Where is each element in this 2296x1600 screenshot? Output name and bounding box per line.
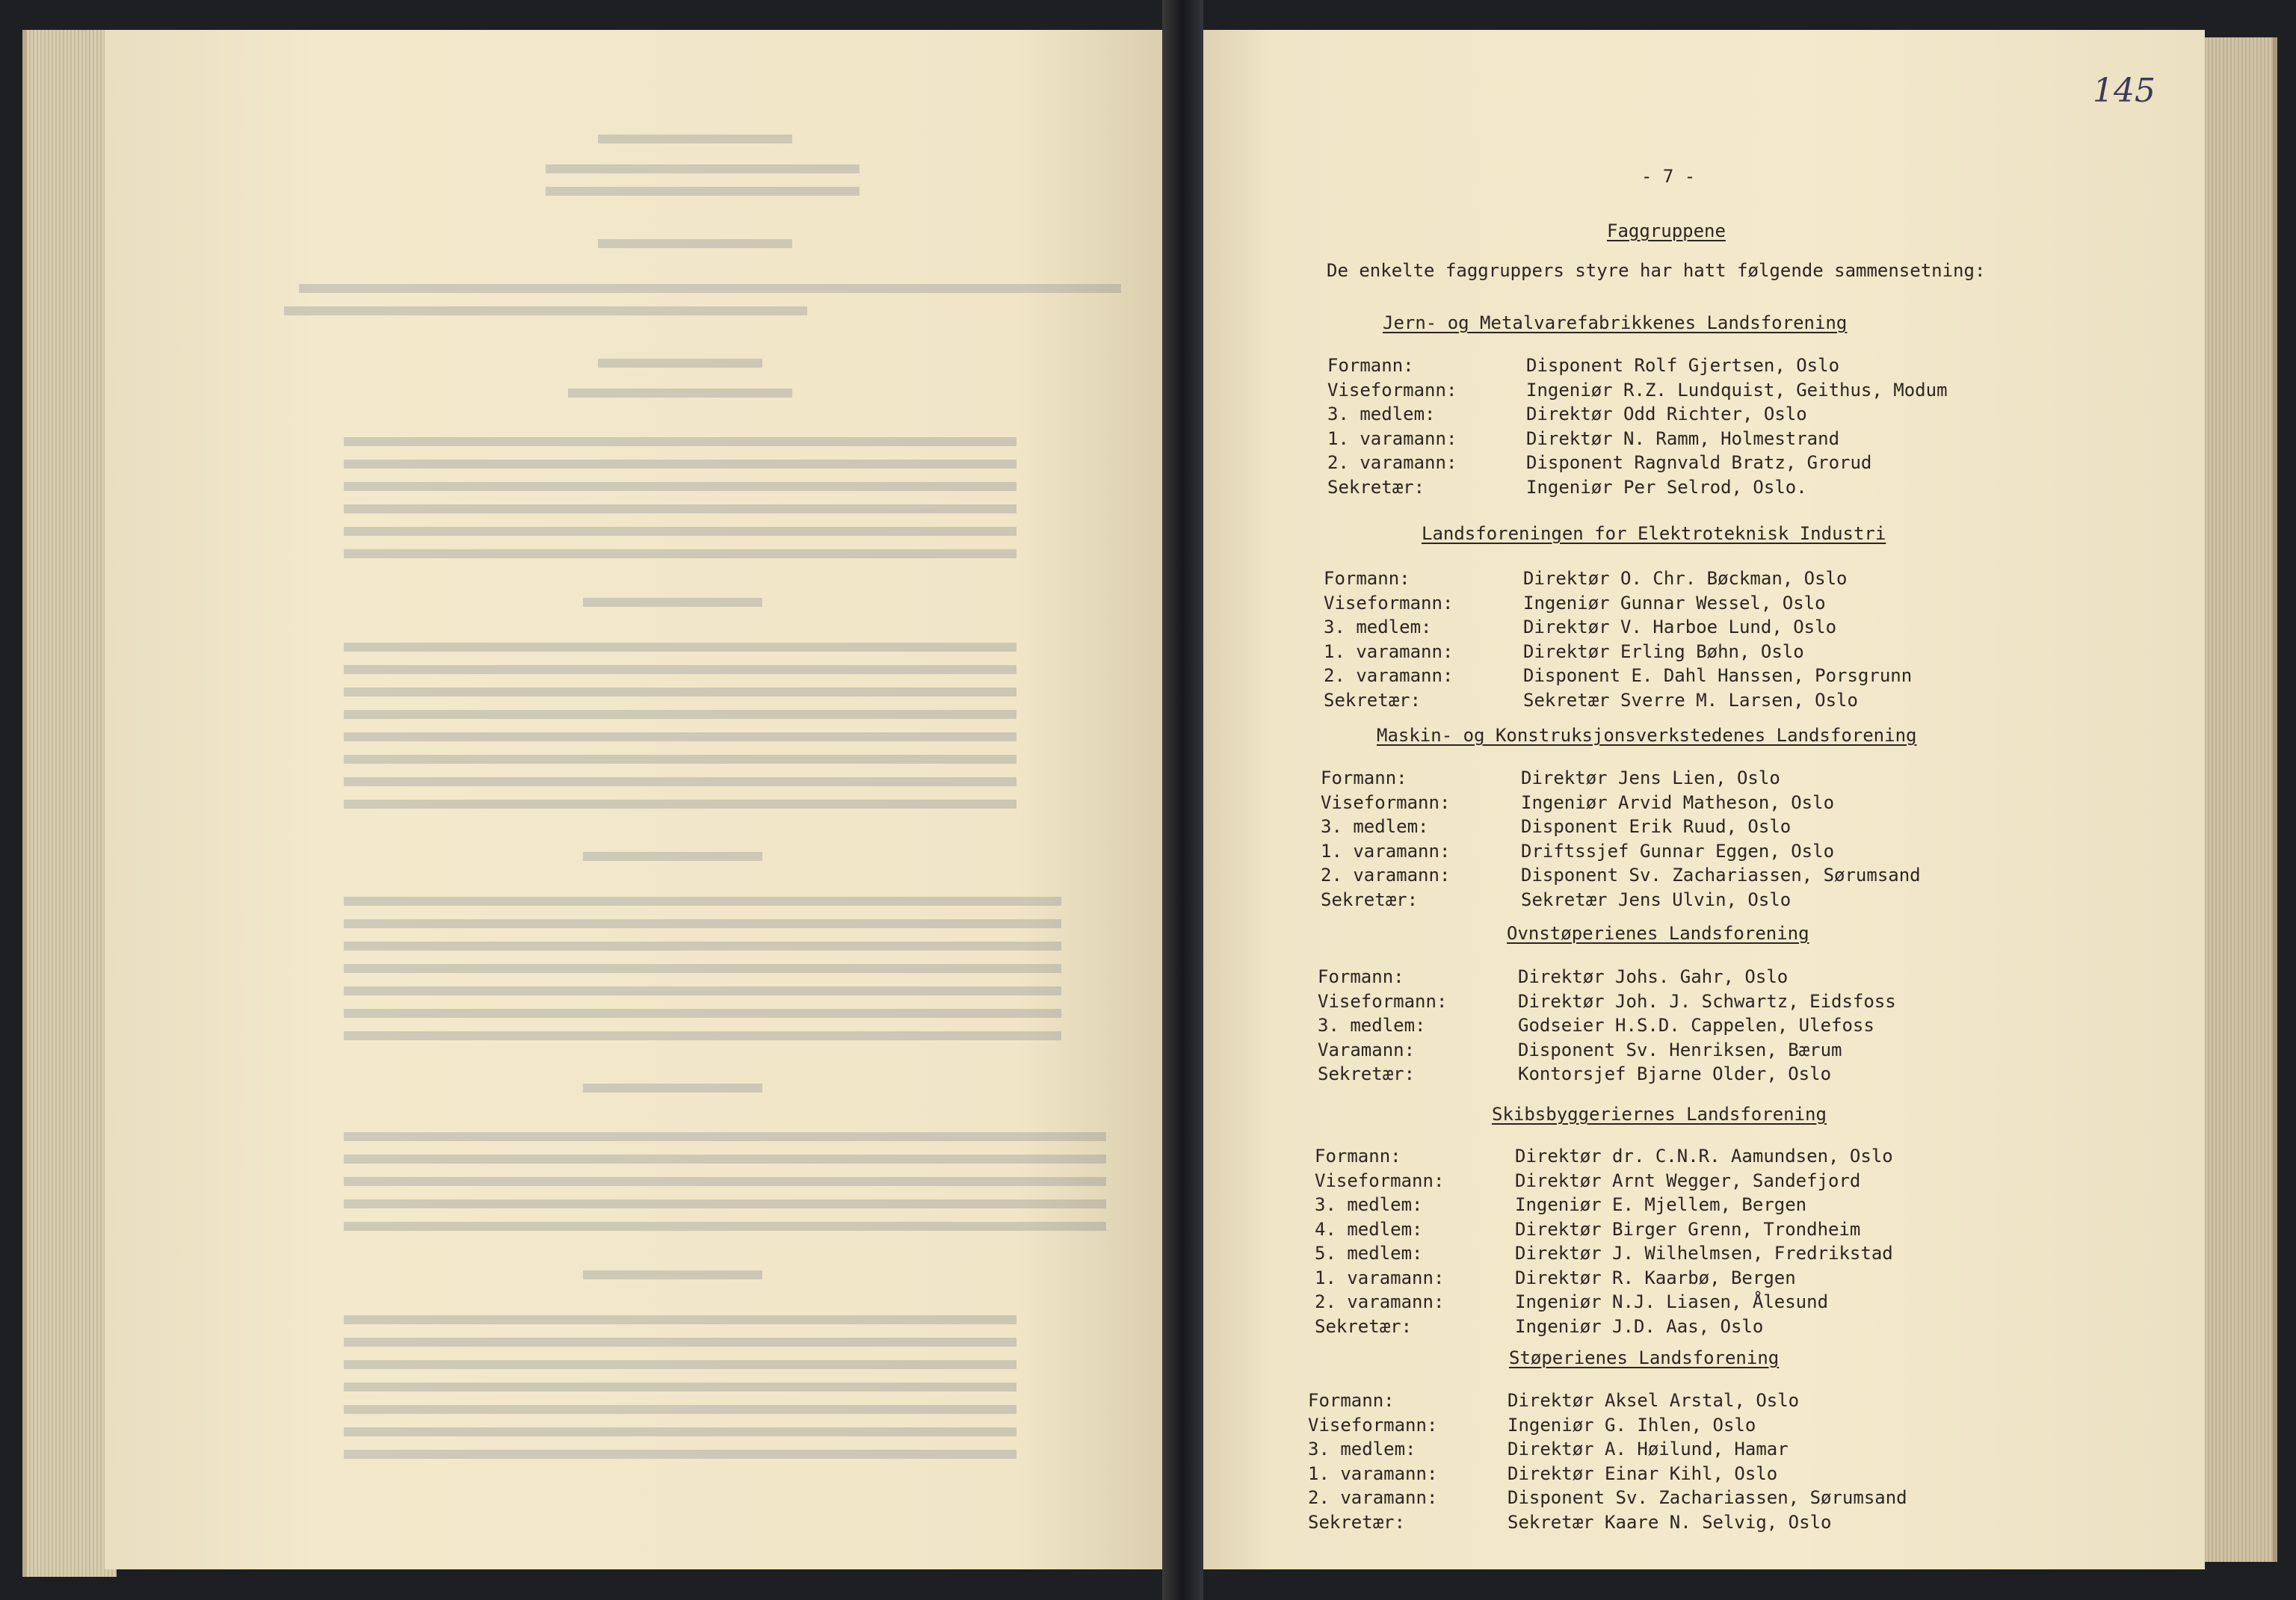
role-label: Viseformann: (1308, 1414, 1438, 1436)
member-name: Disponent Erik Ruud, Oslo (1521, 816, 1792, 837)
typed-page-number: - 7 - (1641, 166, 1696, 187)
member-name: Direktør Joh. J. Schwartz, Eidsfoss (1518, 990, 1896, 1012)
member-name: Direktør dr. C.N.R. Aamundsen, Oslo (1515, 1146, 1893, 1167)
role-label: Viseformann: (1318, 990, 1448, 1012)
role-label: Viseformann: (1327, 379, 1457, 401)
role-label: 3. medlem: (1315, 1194, 1423, 1215)
member-name: Sekretær Kaare N. Selvig, Oslo (1507, 1511, 1832, 1533)
role-label: 2. varamann: (1327, 452, 1457, 473)
member-name: Ingeniør N.J. Liasen, Ålesund (1515, 1291, 1829, 1312)
role-label: 1. varamann: (1315, 1267, 1445, 1288)
role-label: 3. medlem: (1308, 1439, 1416, 1460)
role-label: 4. medlem: (1315, 1218, 1423, 1240)
role-label: Formann: (1321, 767, 1407, 788)
member-name: Ingeniør E. Mjellem, Bergen (1515, 1194, 1807, 1215)
role-label: 1. varamann: (1308, 1462, 1438, 1484)
role-label: 1. varamann: (1327, 427, 1457, 449)
member-name: Direktør J. Wilhelmsen, Fredrikstad (1515, 1243, 1893, 1264)
role-label: 1. varamann: (1324, 640, 1454, 662)
intro-text: De enkelte faggruppers styre har hatt følgende sammensetning: (1327, 260, 1986, 281)
role-label: Sekretær: (1308, 1511, 1406, 1533)
role-label: 3. medlem: (1318, 1015, 1426, 1036)
role-label: Sekretær: (1324, 689, 1422, 711)
member-name: Direktør V. Harboe Lund, Oslo (1523, 617, 1837, 637)
member-name: Direktør O. Chr. Bøckman, Oslo (1523, 568, 1848, 589)
group-heading: Jern- og Metalvarefabrikkenes Landsforening (1383, 312, 1848, 333)
member-name: Disponent Rolf Gjertsen, Oslo (1526, 355, 1840, 376)
role-label: 2. varamann: (1324, 665, 1454, 686)
role-label: Viseformann: (1321, 791, 1451, 813)
member-name: Ingeniør Arvid Matheson, Oslo (1521, 791, 1835, 813)
group-heading: Støperienes Landsforening (1509, 1347, 1780, 1368)
role-label: 3. medlem: (1327, 404, 1436, 424)
group-heading: Landsforeningen for Elektroteknisk Industri (1422, 523, 1886, 544)
bleed-through (105, 30, 1181, 1569)
role-label: 1. varamann: (1321, 840, 1451, 862)
member-name: Disponent Sv. Zachariassen, Sørumsand (1507, 1487, 1907, 1508)
role-label: Formann: (1308, 1390, 1395, 1411)
left-page (105, 30, 1181, 1569)
member-name: Direktør Odd Richter, Oslo (1526, 404, 1807, 424)
member-name: Disponent Ragnvald Bratz, Grorud (1526, 452, 1872, 473)
handwritten-page-number: 145 (2093, 72, 2155, 110)
book-gutter (1162, 0, 1203, 1600)
role-label: Varamann: (1318, 1039, 1416, 1060)
role-label: Sekretær: (1315, 1315, 1413, 1337)
role-label: Formann: (1324, 568, 1410, 589)
member-name: Disponent Sv. Henriksen, Bærum (1518, 1039, 1842, 1060)
role-label: Formann: (1327, 355, 1414, 376)
role-label: 2. varamann: (1315, 1291, 1445, 1312)
group-heading: Skibsbyggeriernes Landsforening (1492, 1104, 1827, 1125)
member-name: Direktør Arnt Wegger, Sandefjord (1515, 1170, 1861, 1191)
role-label: Viseformann: (1315, 1170, 1445, 1191)
role-label: 2. varamann: (1321, 865, 1451, 886)
member-name: Ingeniør J.D. Aas, Oslo (1515, 1315, 1764, 1337)
member-name: Driftssjef Gunnar Eggen, Oslo (1521, 840, 1835, 862)
role-label: 3. medlem: (1324, 617, 1432, 637)
role-label: 5. medlem: (1315, 1243, 1423, 1264)
role-label: 3. medlem: (1321, 816, 1429, 837)
member-name: Sekretær Jens Ulvin, Oslo (1521, 889, 1792, 910)
role-label: Viseformann: (1324, 592, 1454, 614)
page-title: Faggruppene (1607, 220, 1726, 241)
member-name: Disponent E. Dahl Hanssen, Porsgrunn (1523, 665, 1913, 686)
member-name: Direktør Aksel Arstal, Oslo (1507, 1390, 1800, 1411)
member-name: Direktør N. Ramm, Holmestrand (1526, 427, 1840, 449)
member-name: Direktør Jens Lien, Oslo (1521, 767, 1780, 788)
member-name: Sekretær Sverre M. Larsen, Oslo (1523, 689, 1858, 711)
role-label: Formann: (1318, 966, 1404, 987)
member-name: Ingeniør G. Ihlen, Oslo (1507, 1414, 1756, 1436)
member-name: Ingeniør R.Z. Lundquist, Geithus, Modum (1526, 379, 1948, 401)
role-label: Sekretær: (1327, 476, 1425, 498)
group-heading: Ovnstøperienes Landsforening (1507, 923, 1809, 944)
group-heading: Maskin- og Konstruksjonsverkstedenes Landsforening (1377, 725, 1917, 746)
member-name: Direktør A. Høilund, Hamar (1507, 1439, 1789, 1460)
role-label: 2. varamann: (1308, 1487, 1438, 1508)
member-name: Kontorsjef Bjarne Older, Oslo (1518, 1063, 1832, 1084)
member-name: Direktør Johs. Gahr, Oslo (1518, 966, 1789, 987)
member-name: Direktør Birger Grenn, Trondheim (1515, 1218, 1861, 1240)
member-name: Ingeniør Per Selrod, Oslo. (1526, 476, 1807, 498)
member-name: Direktør Einar Kihl, Oslo (1507, 1462, 1778, 1484)
role-label: Sekretær: (1318, 1063, 1416, 1084)
member-name: Godseier H.S.D. Cappelen, Ulefoss (1518, 1015, 1874, 1036)
role-label: Formann: (1315, 1146, 1401, 1167)
member-name: Disponent Sv. Zachariassen, Sørumsand (1521, 865, 1921, 886)
role-label: Sekretær: (1321, 889, 1419, 910)
member-name: Direktør Erling Bøhn, Oslo (1523, 640, 1804, 662)
member-name: Ingeniør Gunnar Wessel, Oslo (1523, 592, 1826, 614)
left-page-edges (22, 30, 117, 1577)
member-name: Direktør R. Kaarbø, Bergen (1515, 1267, 1796, 1288)
